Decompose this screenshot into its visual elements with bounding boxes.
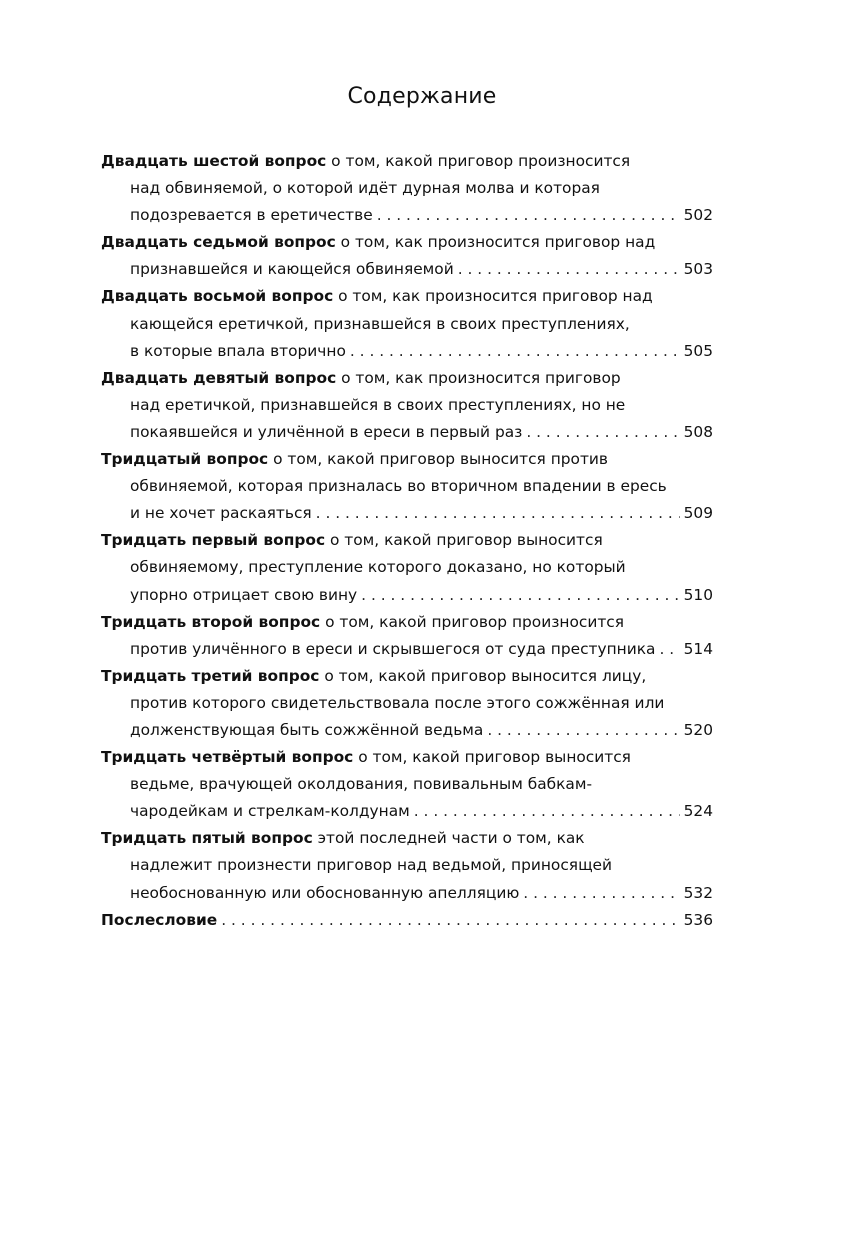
toc-entry	[101, 365, 713, 446]
toc-entry-heading: Тридцать четвёртый вопрос	[101, 748, 354, 767]
toc-entry-text: о том, какой приговор выносится	[353, 748, 631, 767]
toc-entry-text: о том, как произносится приговор над	[333, 287, 653, 306]
toc-entry-first-line	[101, 825, 713, 852]
toc-entry-text: о том, какой приговор выносится	[325, 531, 603, 550]
toc-entry-heading: Тридцать первый вопрос	[101, 531, 326, 550]
toc-entry-continuation: против которого свидетельствовала после этого сожжённая или	[130, 693, 665, 712]
toc-entry	[101, 907, 713, 934]
dot-leader	[377, 202, 680, 229]
toc-entry	[101, 609, 713, 663]
table-of-contents	[101, 148, 713, 934]
toc-entry-heading: Тридцатый вопрос	[101, 450, 269, 469]
page-title: Содержание	[347, 84, 497, 109]
toc-entry-first-line	[101, 365, 713, 392]
toc-entry-text: о том, какой приговор произносится	[320, 612, 625, 631]
toc-entry-first-line	[101, 148, 713, 175]
toc-page-number: 532	[683, 883, 713, 902]
toc-entry-text: о том, какой приговор выносится лицу,	[319, 666, 647, 685]
toc-entry	[101, 825, 713, 906]
toc-entry-first-line	[101, 229, 713, 256]
toc-entry-text: покаявшейся и уличённой в ереси в первый раз	[130, 422, 523, 441]
toc-entry-last-line	[101, 880, 713, 907]
toc-entry-line	[101, 907, 713, 934]
dot-leader	[361, 582, 679, 609]
dot-leader	[526, 419, 679, 446]
toc-page-number: 509	[683, 504, 713, 523]
toc-entry	[101, 229, 713, 283]
toc-entry-first-line	[101, 527, 713, 554]
toc-entry	[101, 148, 713, 229]
toc-entry-first-line	[101, 609, 713, 636]
toc-entry-heading: Послесловие	[101, 910, 218, 929]
toc-entry-last-line	[101, 419, 713, 446]
toc-entry-continuation: обвиняемой, которая призналась во вторичном впадении в ересь	[130, 477, 667, 496]
toc-entry-text: о том, какой приговор выносится против	[268, 450, 608, 469]
toc-entry-text: против уличённого в ереси и скрывшегося от суда преступника	[130, 639, 656, 658]
toc-entry	[101, 527, 713, 608]
toc-entry-last-line	[101, 338, 713, 365]
toc-entry-text: этой последней части о том, как	[312, 829, 585, 848]
toc-entry-continuation: над обвиняемой, о которой идёт дурная молва и которая	[130, 179, 600, 198]
toc-page-number: 510	[683, 585, 713, 604]
toc-entry-text: в которые впала вторично	[130, 341, 346, 360]
toc-entry-last-line	[101, 798, 713, 825]
dot-leader	[458, 256, 680, 283]
toc-page-number: 503	[683, 260, 713, 279]
toc-entry-text: признавшейся и кающейся обвиняемой	[130, 260, 454, 279]
toc-entry-text: о том, как произносится приговор	[336, 368, 621, 387]
toc-entry-last-line	[101, 582, 713, 609]
toc-entry-first-line	[101, 446, 713, 473]
toc-entry-heading: Двадцать восьмой вопрос	[101, 287, 334, 306]
toc-entry-first-line	[101, 663, 713, 690]
toc-entry-first-line	[101, 744, 713, 771]
toc-entry-continuation: надлежит произнести приговор над ведьмой, приносящей	[130, 856, 613, 875]
toc-entry-continuation: ведьме, врачующей околдования, повивальным бабкам-	[130, 775, 593, 794]
toc-entry-last-line	[101, 717, 713, 744]
toc-entry-text: и не хочет раскаяться	[130, 504, 312, 523]
toc-entry-first-line	[101, 283, 713, 310]
toc-entry-heading: Тридцать третий вопрос	[101, 666, 320, 685]
toc-entry-heading: Тридцать пятый вопрос	[101, 829, 313, 848]
toc-entry-heading: Двадцать шестой вопрос	[101, 152, 327, 170]
toc-page-number: 524	[683, 802, 713, 821]
toc-entry-text: упорно отрицает свою вину	[130, 585, 358, 604]
toc-entry-text: чародейкам и стрелкам-колдунам	[130, 802, 410, 821]
toc-entry-text: о том, какой приговор произносится	[326, 152, 631, 170]
dot-leader	[523, 880, 679, 907]
toc-entry-text: подозревается в еретичестве	[130, 206, 373, 225]
dot-leader	[659, 636, 679, 663]
toc-entry	[101, 663, 713, 744]
toc-entry-last-line	[101, 256, 713, 283]
toc-entry-continuation: над еретичкой, признавшейся в своих преступлениях, но не	[130, 395, 626, 414]
toc-entry-continuation: обвиняемому, преступление которого доказано, но который	[130, 558, 626, 577]
toc-entry	[101, 744, 713, 825]
toc-entry-heading: Двадцать девятый вопрос	[101, 368, 337, 387]
toc-entry-heading: Двадцать седьмой вопрос	[101, 233, 336, 252]
toc-entry-heading: Тридцать второй вопрос	[101, 612, 321, 631]
toc-entry-continuation: кающейся еретичкой, признавшейся в своих преступлениях,	[130, 314, 630, 333]
dot-leader	[414, 798, 680, 825]
toc-entry-text: необоснованную или обоснованную апелляцию	[130, 883, 520, 902]
toc-entry-last-line	[101, 500, 713, 527]
toc-page-number: 502	[683, 206, 713, 225]
dot-leader	[350, 338, 680, 365]
toc-entry-last-line	[101, 202, 713, 229]
dot-leader	[221, 907, 679, 934]
toc-page-number: 508	[683, 422, 713, 441]
dot-leader	[316, 500, 680, 527]
toc-page-number: 536	[683, 910, 713, 929]
toc-entry-last-line	[101, 636, 713, 663]
toc-entry-text: долженствующая быть сожжённой ведьма	[130, 720, 484, 739]
toc-entry	[101, 283, 713, 364]
toc-page-number: 520	[683, 720, 713, 739]
toc-page-number: 514	[683, 639, 713, 658]
toc-entry	[101, 446, 713, 527]
toc-page-number: 505	[683, 341, 713, 360]
toc-entry-text: о том, как произносится приговор над	[335, 233, 656, 252]
dot-leader	[487, 717, 679, 744]
